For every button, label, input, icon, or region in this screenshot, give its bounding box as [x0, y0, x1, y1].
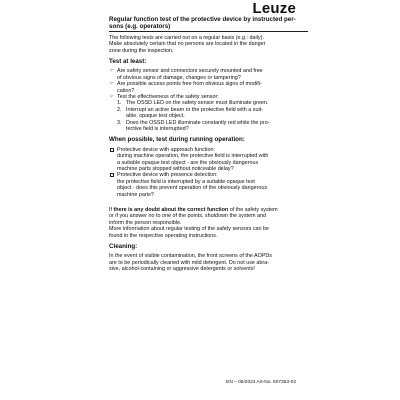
check-item: ☞ Are possible access points free from obvious signs of modifi- cation?	[109, 81, 262, 94]
cleaning-title: Cleaning:	[109, 242, 138, 250]
checkbox-icon	[110, 148, 114, 152]
intro-title: Regular function test of the protective device by instructed per- sons (e.g. operators)	[109, 16, 308, 32]
check-item: ☞ Are safety sensor and connectors securely mounted and free of obvious signs of damage, changes or tampering?	[109, 68, 263, 81]
pointing-hand-icon: ☞	[109, 68, 114, 75]
running-check-item: Protective device with approach function: during machine operation, the protective field is interrupted with a suitable opaque test object - are the obviously dangerous machine parts stopped without noticeable delay?	[109, 147, 308, 173]
leuze-logo: Leuze	[252, 0, 296, 17]
pointing-hand-icon: ☞	[109, 94, 114, 101]
running-check-item: Protective device with presence detection: the protective field is interrupted by a suitable opaque test object - does this prevent operation of the obviously dangerous machine parts?	[109, 172, 308, 198]
document-body	[109, 16, 308, 272]
running-operation-title: When possible, test during running operation:	[109, 136, 245, 144]
intro-text: The following tests are carried out on a regular basis (e.g.: daily). Make absolutely certain that no persons are located in the danger zone during the inspection.	[109, 35, 266, 54]
pointing-hand-icon: ☞	[109, 81, 114, 88]
test-step: 2. Interrupt an active beam or the protective field with a suit- able, opaque test object.	[117, 106, 263, 120]
cleaning-text: In the event of visible contamination, the front screens of the AOPDs are to be periodically cleaned with mild detergent. Do not use abra- sive, alcohol-containing or aggressive detergents or solvents!	[109, 253, 273, 272]
test-step: 3. Does the OSSD LED illuminate constantly red while the pro- tective field is interrupted?	[117, 119, 270, 133]
check-item: ☞ Test the effectiveness of the safety sensor:	[109, 94, 219, 101]
document-footer: EN – 06/2024 Art-No. 607353-02	[226, 380, 296, 385]
test-least-title: Test at least:	[109, 58, 147, 66]
checkbox-icon	[110, 173, 114, 177]
doubt-paragraph: If there is any doubt about the correct function of the safety system or if you answer no to one of the points, shutdown the system and inform the person responsible. More information about regular testing of the safety sensors can be found in the respective operating instructions.	[109, 206, 278, 239]
test-steps	[109, 100, 308, 132]
test-step: 1. The OSSD LED on the safety sensor must illuminate green.	[117, 100, 269, 107]
